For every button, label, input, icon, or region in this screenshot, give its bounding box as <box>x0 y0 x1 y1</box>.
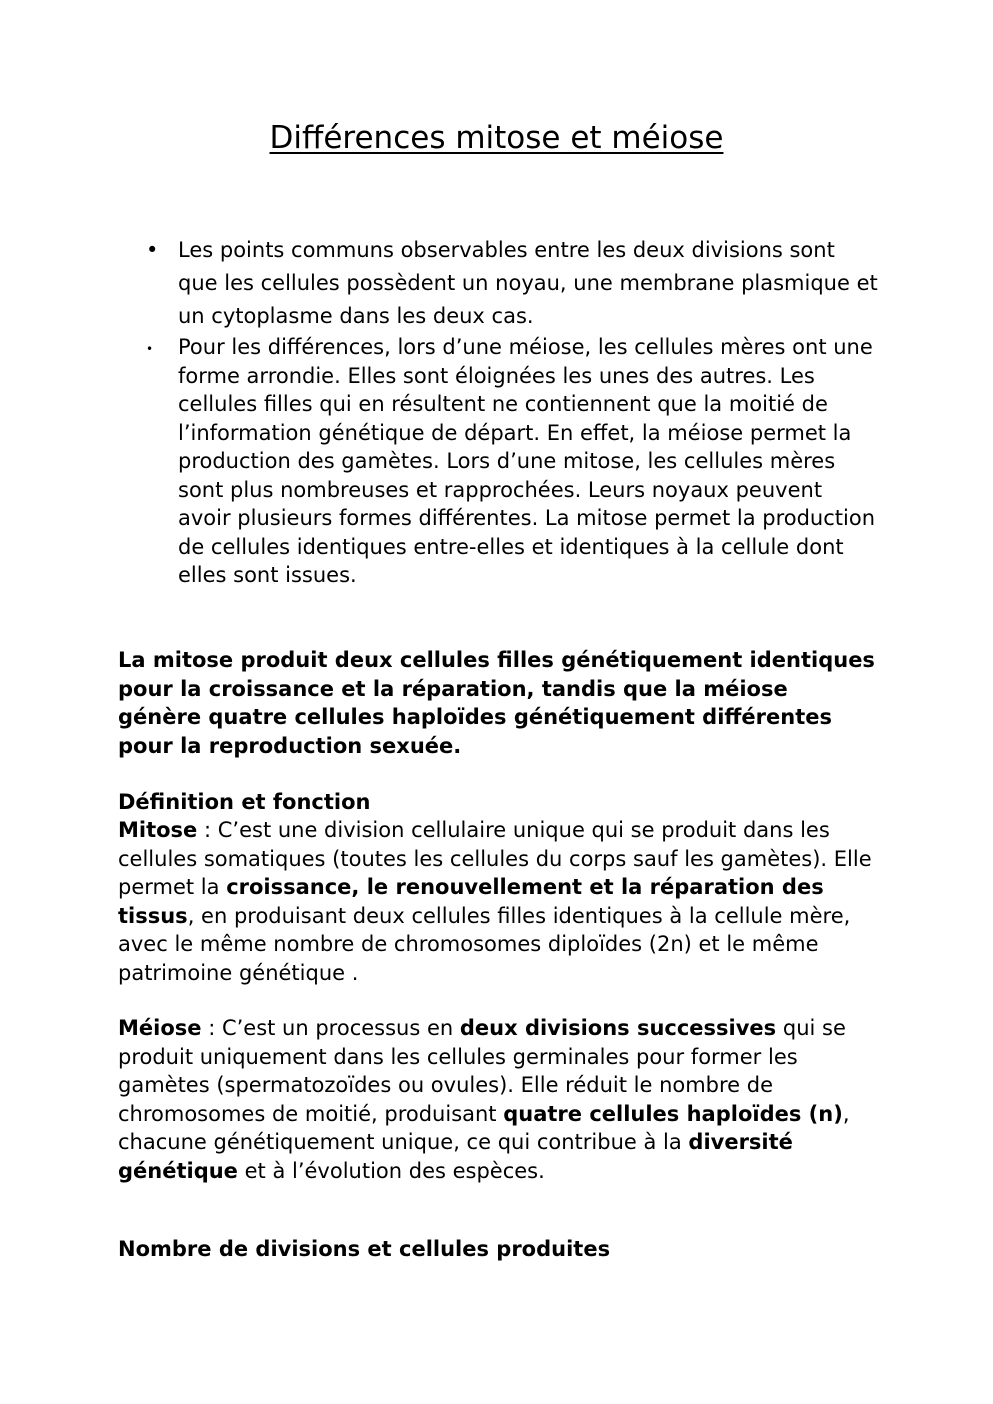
mitose-term: Mitose <box>118 818 198 842</box>
list-item-text: Les points communs observables entre les deux divisions sont que les cellules possèdent un noyau, une membrane plasmique et un cytoplasme dans les deux cas. <box>178 238 878 328</box>
bullet-icon: • <box>146 342 154 356</box>
mitose-paragraph <box>118 816 878 987</box>
meiose-emphasis-divisions: deux divisions successives <box>459 1016 777 1040</box>
mitose-text-1: : C’est une division cellulaire unique qui se produit dans les cellules somatiques (toutes les cellules du corps sauf les gamètes). Elle permet la <box>118 818 872 899</box>
list-item <box>118 333 878 590</box>
meiose-emphasis-diversite: diversité génétique <box>118 1130 793 1183</box>
meiose-term: Méiose <box>118 1016 202 1040</box>
page-title <box>0 118 993 158</box>
meiose-text-3: , chacune génétiquement unique, ce qui contribue à la <box>118 1101 850 1154</box>
bullet-icon: • <box>146 238 159 262</box>
page-title-text: Différences mitose et méiose <box>269 120 724 156</box>
meiose-text-4: et à l’évolution des espèces. <box>237 1158 545 1183</box>
meiose-emphasis-haploides: quatre cellules haploïdes (n) <box>503 1101 843 1126</box>
bullet-list <box>118 234 878 590</box>
list-item <box>118 234 878 333</box>
section-heading-divisions: Nombre de divisions et cellules produites <box>118 1237 611 1261</box>
mitose-text-2: , en produisant deux cellules filles identiques à la cellule mère, avec le même nombre de chromosomes diploïdes (2n) et le même patrimoine génétique . <box>118 903 851 985</box>
section-heading-definition: Définition et fonction <box>118 790 371 814</box>
summary-paragraph: La mitose produit deux cellules filles génétiquement identiques pour la croissance et la réparation, tandis que la méiose génère quatre cellules haploïdes génétiquement différentes pour la reproduction sexuée. <box>118 648 875 758</box>
meiose-text-1: : C’est un processus en <box>201 1016 460 1040</box>
meiose-text-2: qui se produit uniquement dans les cellules germinales pour former les gamètes (spermatozoïdes ou ovules). Elle réduit le nombre de chromosomes de moitié, produisant <box>118 1016 846 1126</box>
list-item-text: Pour les différences, lors d’une méiose, les cellules mères ont une forme arrondie. Elles sont éloignées les unes des autres. Les cellules filles qui en résultent ne contiennent que la moitié de l’information génétique de départ. En effet, la méiose permet la production des gamètes. Lors d’une mitose, les cellules mères sont plus nombreuses et rapprochées. Leurs noyaux peuvent avoir plusieurs formes différentes. La mitose permet la production de cellules identiques entre-elles et identiques à la cellule dont elles sont issues. <box>178 335 876 587</box>
mitose-emphasis: croissance, le renouvellement et la réparation des tissus <box>118 875 824 928</box>
meiose-paragraph <box>118 1014 878 1185</box>
